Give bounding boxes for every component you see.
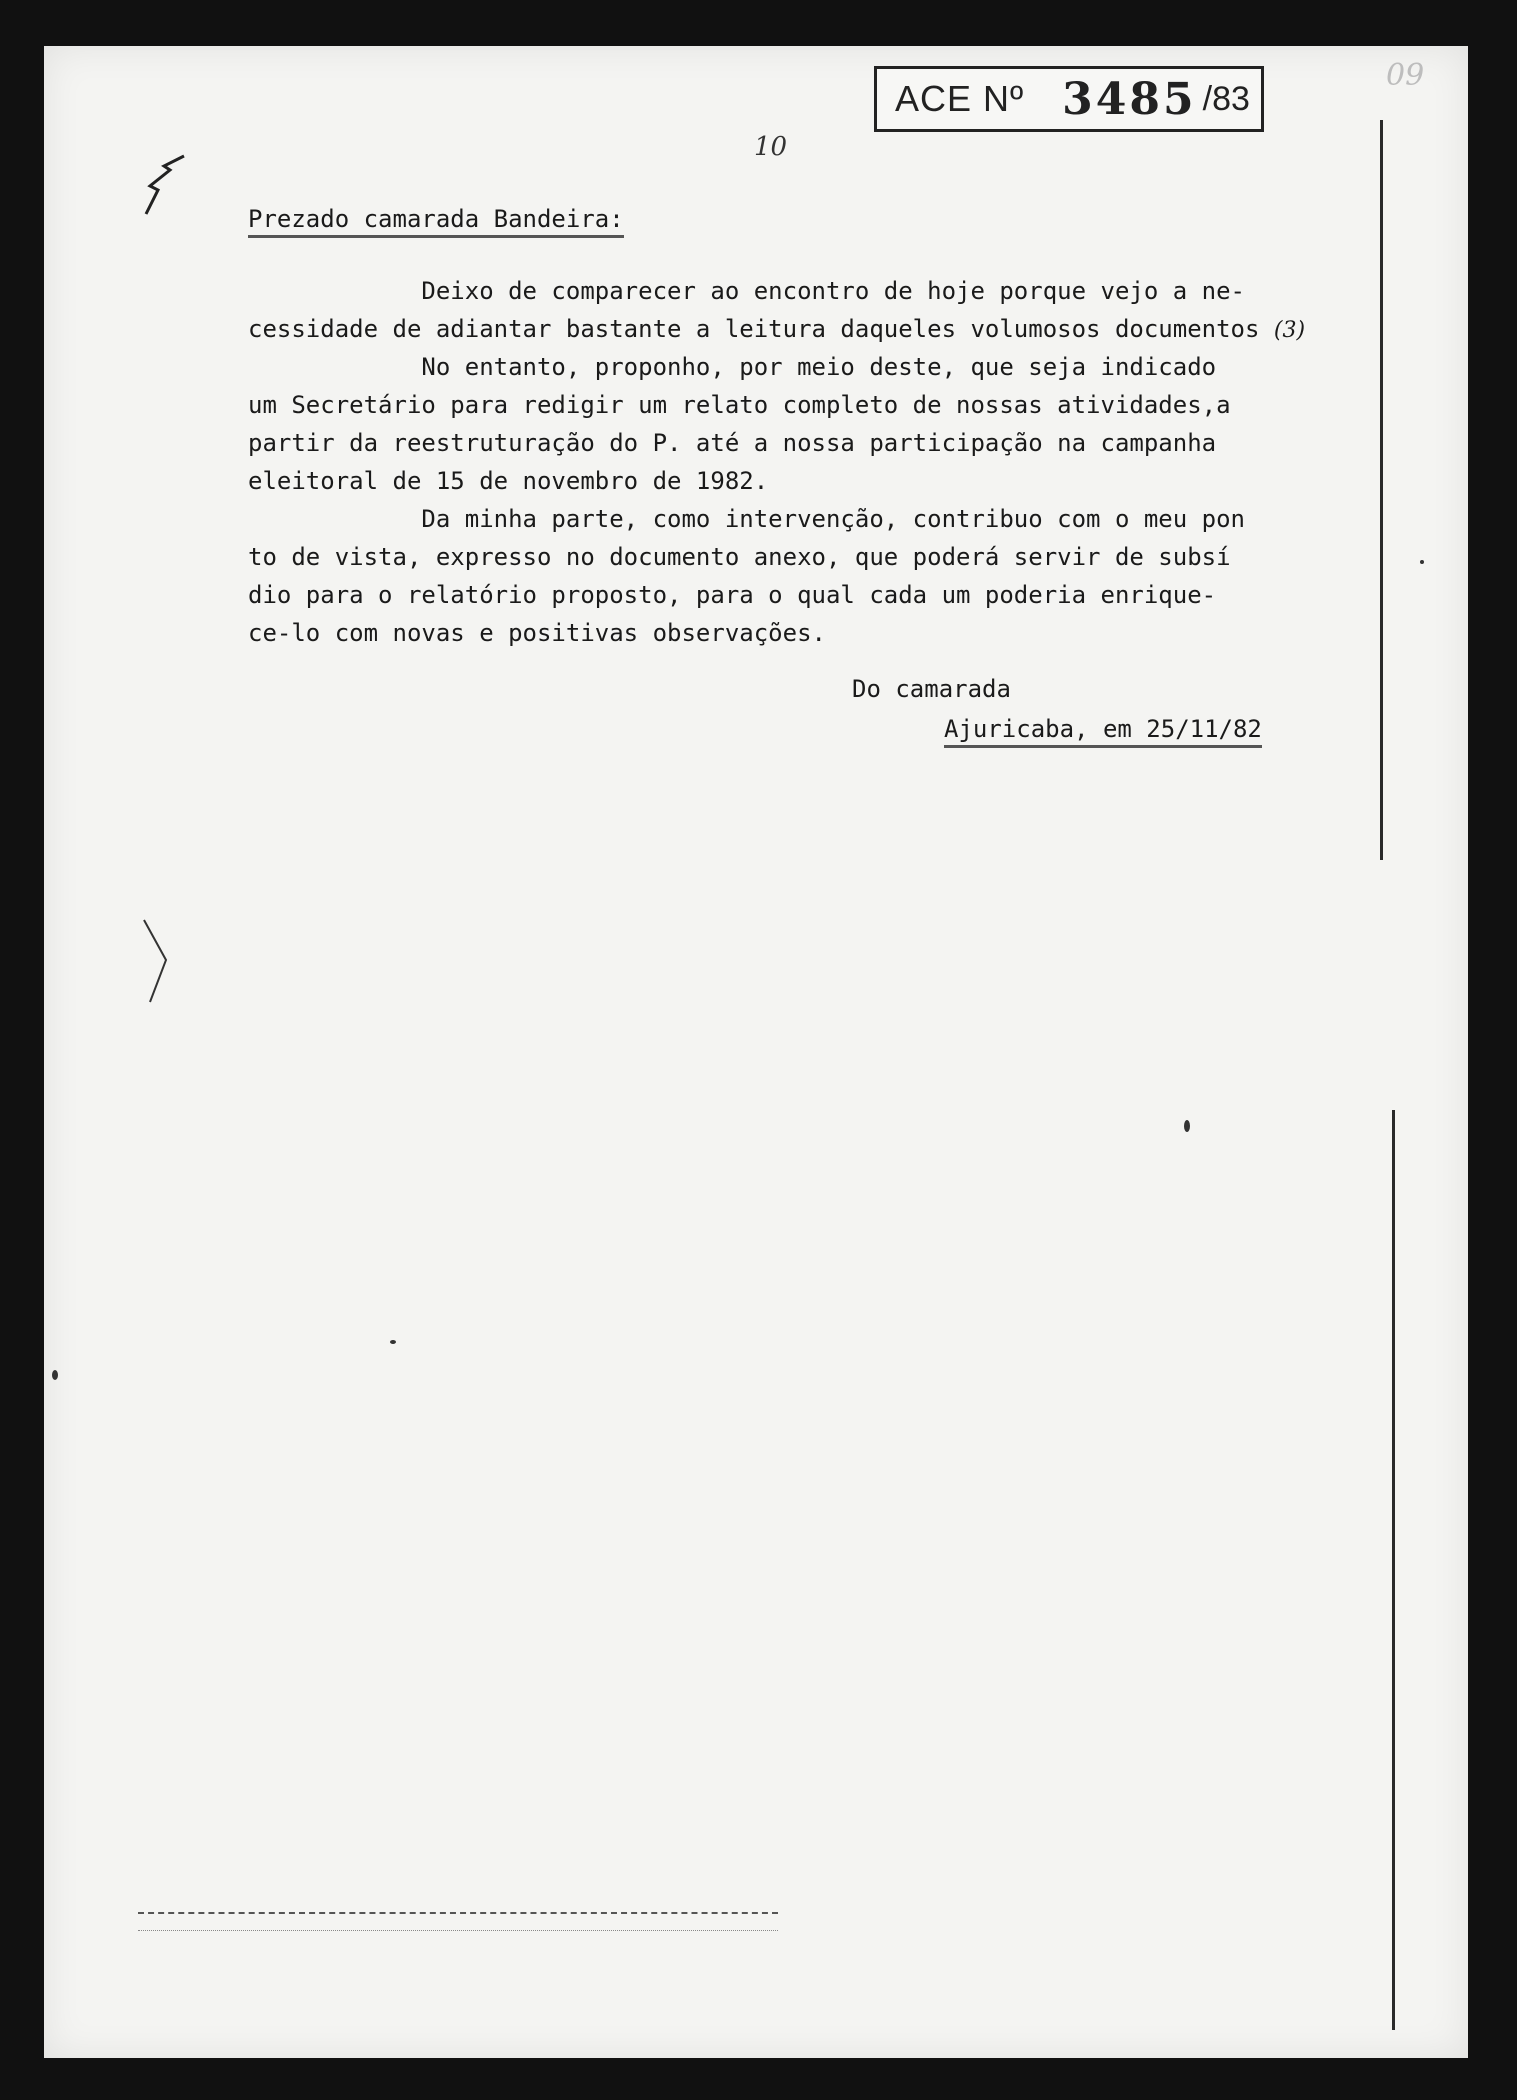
letter-line-10: ce-lo com novas e positivas observações. (248, 619, 826, 647)
letter-line-6: eleitoral de 15 de novembro de 1982. (248, 467, 769, 495)
scan-speck (1184, 1120, 1190, 1132)
scan-speck (1420, 560, 1424, 564)
signature-place-date (248, 710, 1288, 750)
sign-block (248, 670, 1288, 750)
letter-line-2 (248, 310, 1306, 348)
signature-text: Ajuricaba, em 25/11/82 (944, 715, 1262, 748)
letter-line-2-text: cessidade de adiantar bastante a leitura daqueles volumosos documentos (248, 315, 1260, 343)
salutation-text: Prezado camarada Bandeira: (248, 205, 624, 238)
letter-body (248, 200, 1306, 750)
letter-line-3: No entanto, proponho, por meio deste, que seja indicado (248, 353, 1217, 381)
page-mark: 09 (1386, 58, 1425, 93)
handwritten-note-top: 10 (754, 132, 788, 162)
scan-speck (52, 1370, 58, 1380)
closing: Do camarada (852, 675, 1011, 703)
letter-line-5: partir da reestruturação do P. até a nossa participação na campanha (248, 429, 1217, 457)
letter-line-9: dio para o relatório proposto, para o qual cada um poderia enrique- (248, 581, 1217, 609)
stamp-number: 3485 (1062, 73, 1197, 125)
margin-bracket-mark (140, 916, 180, 1006)
handwritten-annotation: (3) (1273, 318, 1306, 343)
bottom-dotted-rule (138, 1930, 778, 1931)
letter-line-7: Da minha parte, como intervenção, contribuo com o meu pon (248, 505, 1245, 533)
letter-line-4: um Secretário para redigir um relato completo de nossas atividades,a (248, 391, 1231, 419)
stamp-year: /83 (1202, 79, 1250, 118)
archive-stamp (874, 66, 1264, 132)
letter-line-1: Deixo de comparecer ao encontro de hoje porque vejo a ne- (248, 277, 1245, 305)
margin-line-lower (1392, 1110, 1395, 2030)
margin-line-upper (1380, 120, 1383, 860)
stamp-prefix: ACE Nº (895, 78, 1025, 119)
scan-speck (390, 1340, 396, 1344)
salutation (248, 200, 1288, 238)
letter-line-8: to de vista, expresso no documento anexo, que poderá servir de subsí (248, 543, 1231, 571)
check-mark-icon (140, 150, 200, 220)
bottom-dashed-rule (138, 1912, 778, 1914)
